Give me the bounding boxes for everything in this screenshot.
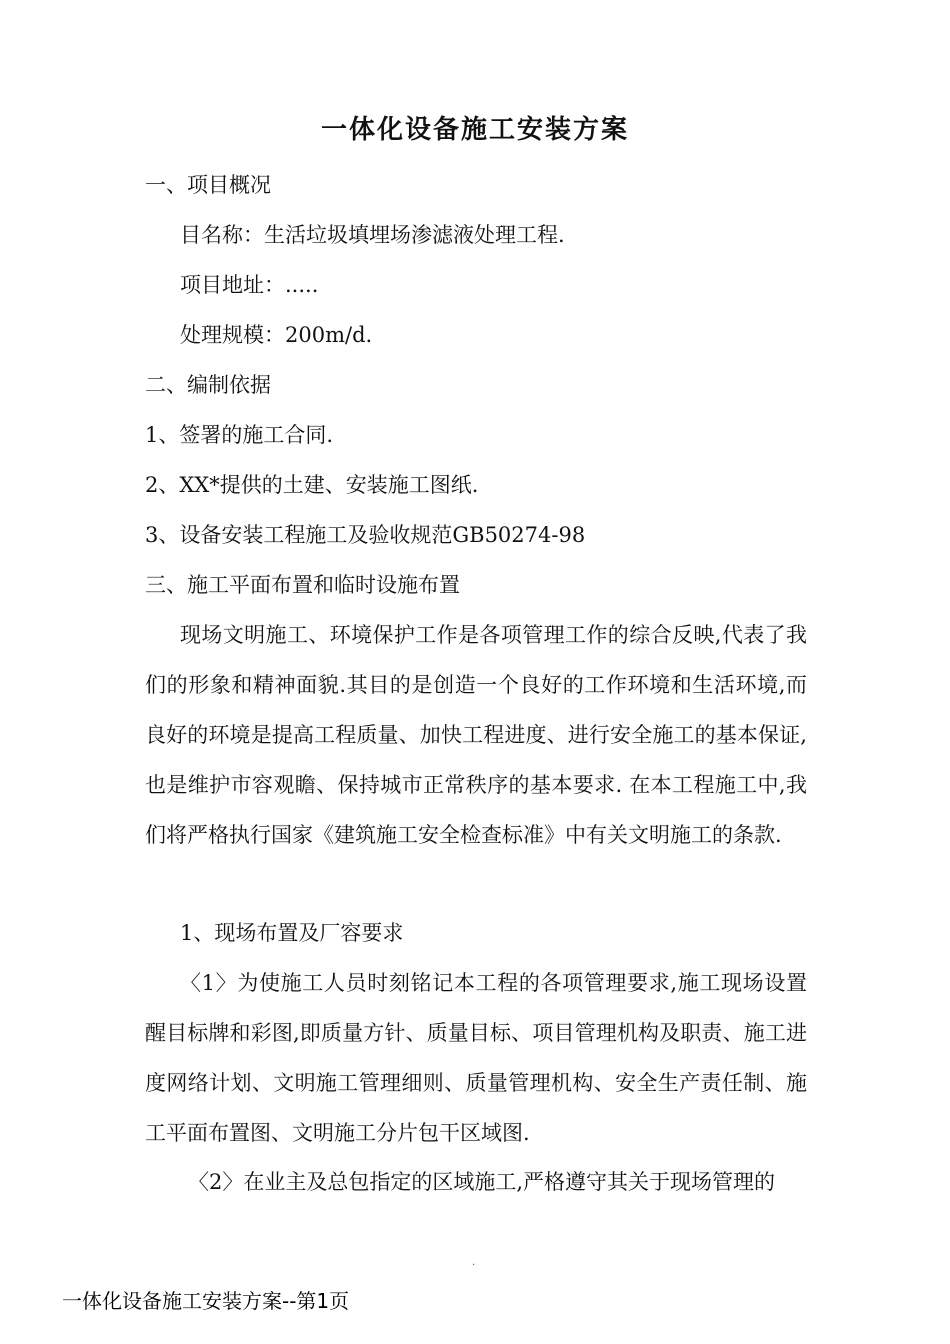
process-scale: 处理规模：200m/d. bbox=[180, 323, 373, 347]
section-3-heading: 三、施工平面布置和临时设施布置 bbox=[145, 573, 460, 597]
item-1-paragraph: 〈1〉为使施工人员时刻铭记本工程的各项管理要求,施工现场设置醒目标牌和彩图,即质量方针、质量目标、项目管理机构及职责、施工进度网络计划、文明施工管理细则、质量管理机构、安全生产责任制、施工平面布置图、文明施工分片包干区域图. bbox=[145, 971, 807, 1145]
project-name: 目名称：生活垃圾填埋场渗滤液处理工程. bbox=[180, 223, 565, 247]
section-2-heading: 二、编制依据 bbox=[145, 373, 271, 397]
project-address: 项目地址：..... bbox=[180, 273, 319, 297]
item-2-paragraph: 〈2〉在业主及总包指定的区域施工,严格遵守其关于现场管理的 bbox=[188, 1170, 776, 1194]
basis-item-1: 1、签署的施工合同. bbox=[145, 423, 334, 447]
page-mark: . bbox=[472, 1257, 476, 1268]
section-3-paragraph: 现场文明施工、环境保护工作是各项管理工作的综合反映,代表了我们的形象和精神面貌.其目的是创造一个良好的工作环境和生活环境,而良好的环境是提高工程质量、加快工程进度、进行安全施工的基本保证,也是维护市容观瞻、保持城市正常秩序的基本要求. 在本工程施工中,我们将严格执行国家《建筑施工安全检查标准》中有关文明施工的条款. bbox=[145, 623, 807, 847]
page-footer: 一体化设备施工安装方案--第1页 bbox=[62, 1289, 350, 1313]
basis-item-3: 3、设备安装工程施工及验收规范GB50274-98 bbox=[145, 523, 586, 547]
subsection-1-heading: 1、现场布置及厂容要求 bbox=[180, 921, 404, 945]
section-1-heading: 一、项目概况 bbox=[145, 173, 271, 197]
document-title: 一体化设备施工安装方案 bbox=[320, 115, 629, 145]
basis-item-2: 2、XX*提供的土建、安装施工图纸. bbox=[145, 473, 479, 497]
